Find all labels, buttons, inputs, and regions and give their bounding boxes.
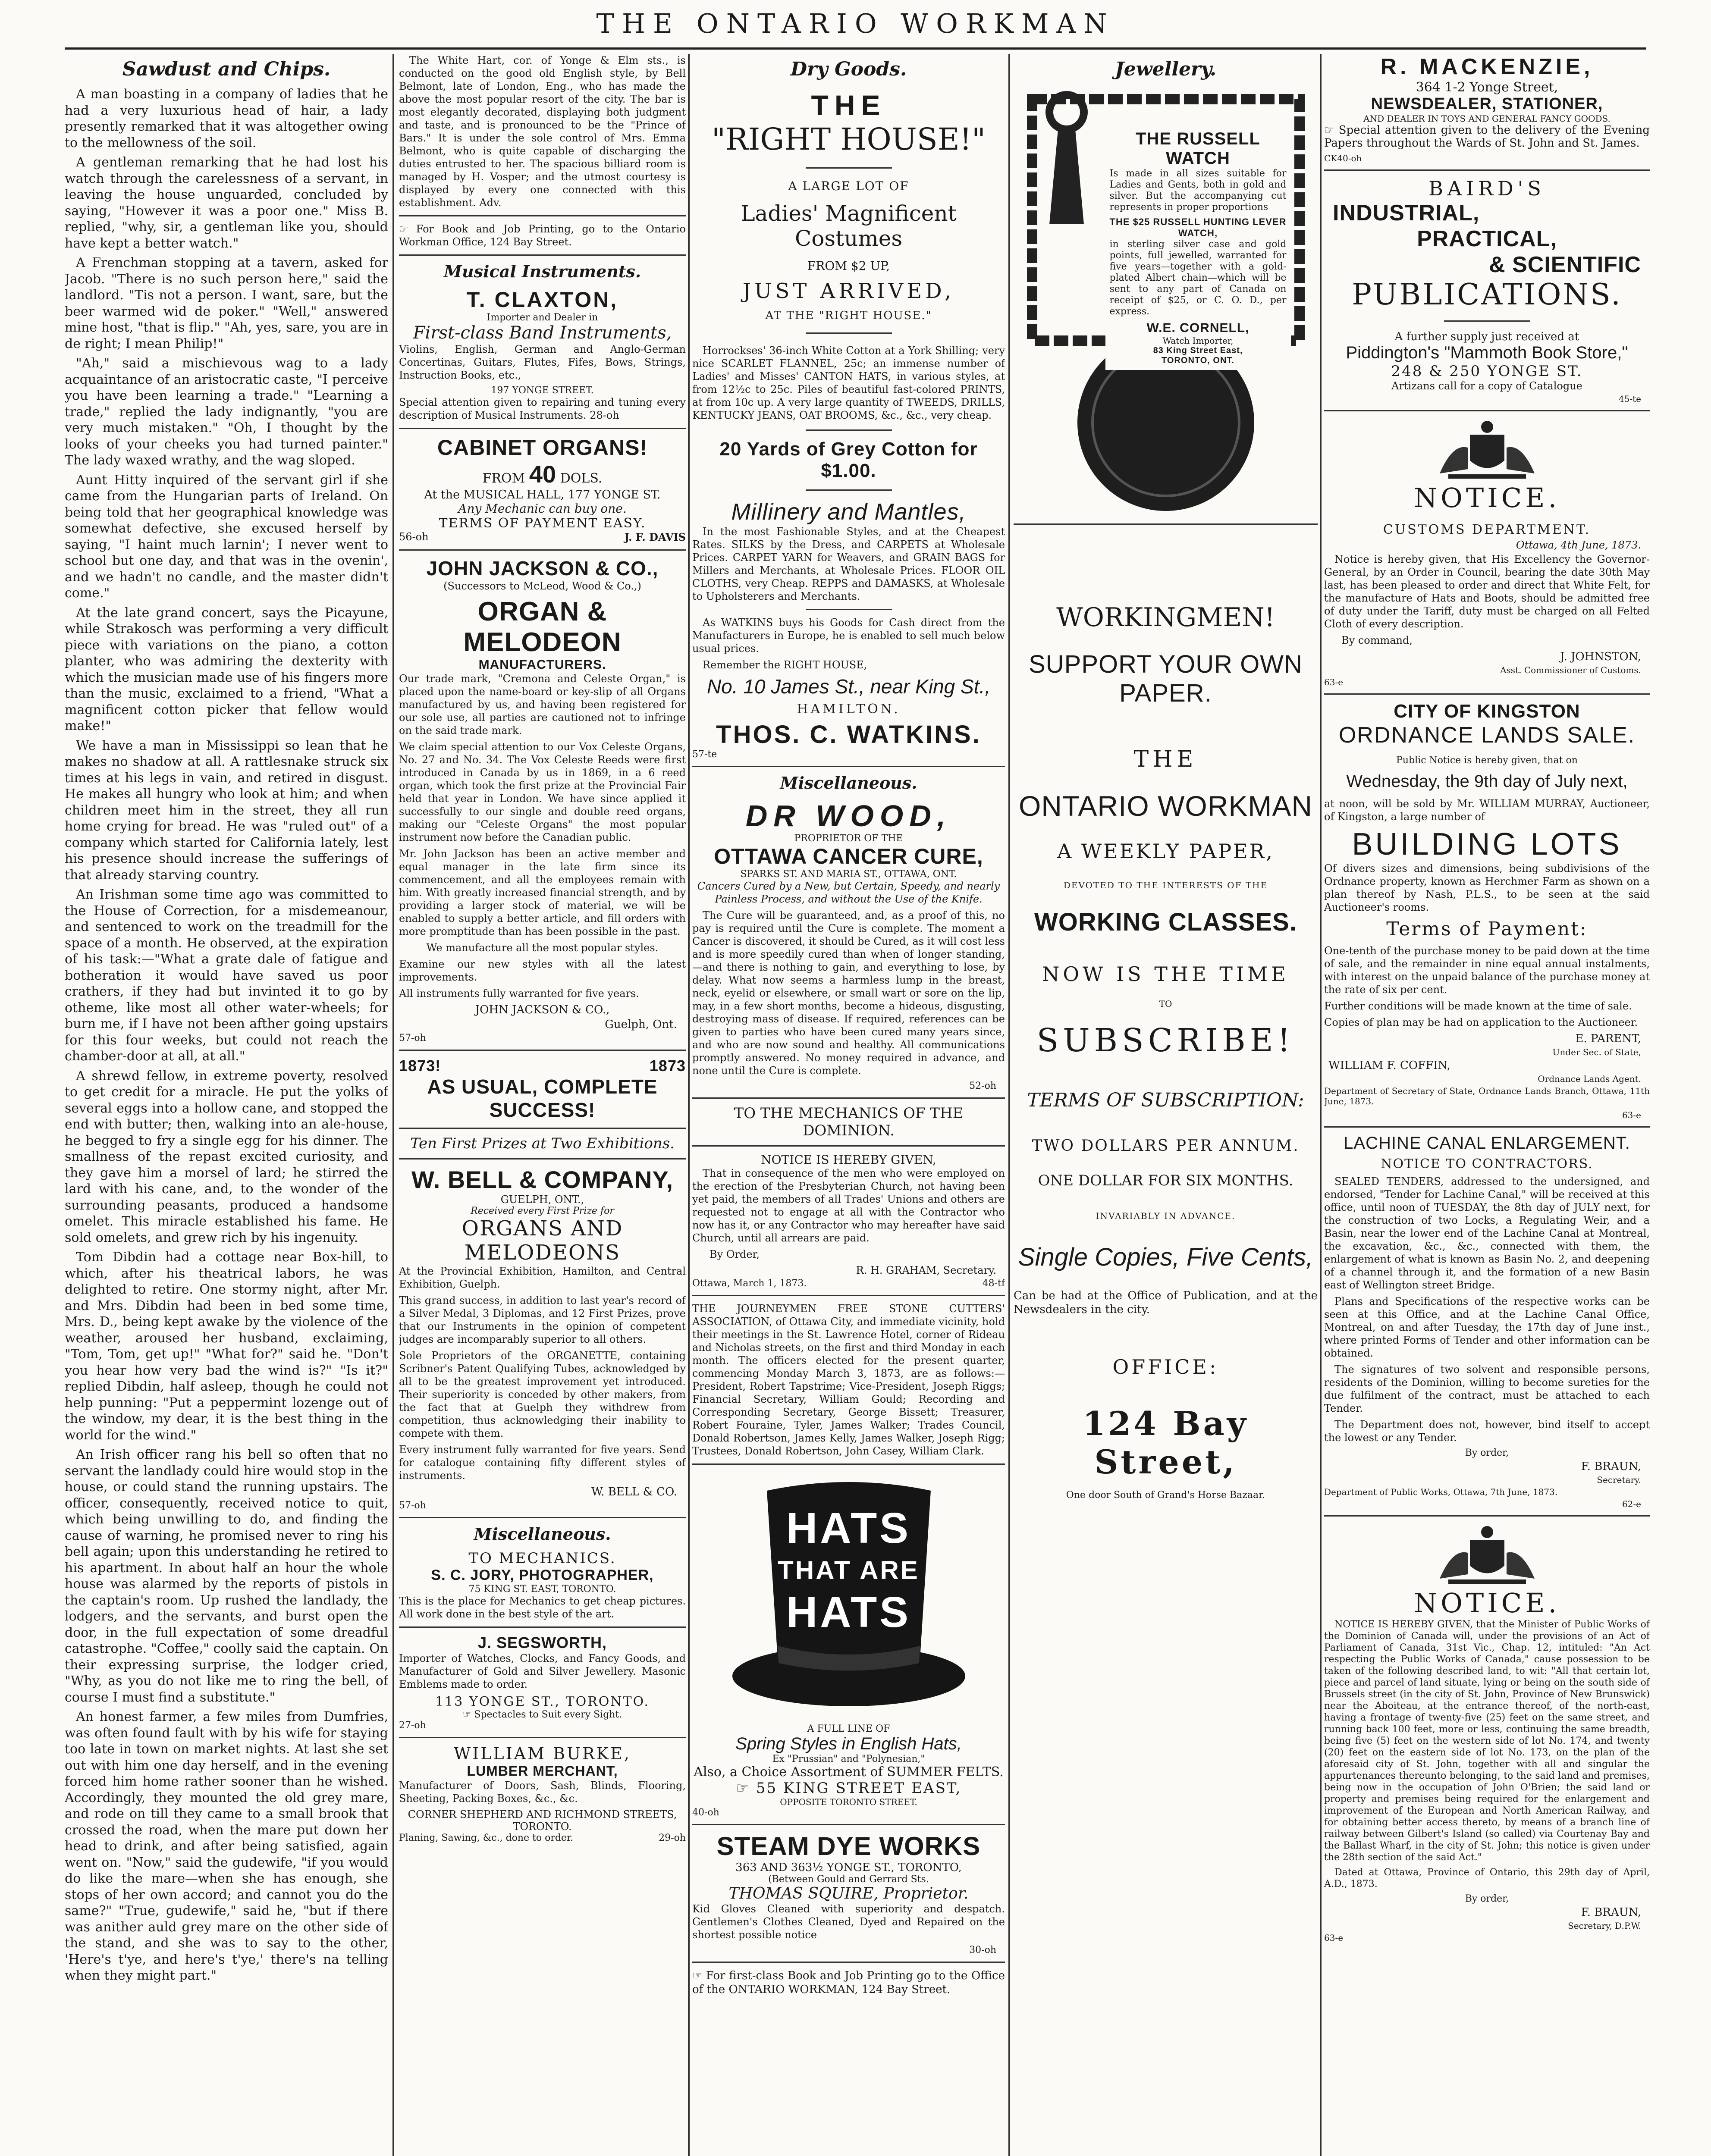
column-notices: [1324, 54, 1650, 2156]
bell-paragraph: This grand success, in addition to last year's record of a Silver Medal, 3 Diplomas, and 12 First Prizes, prove that our Instruments in the opinion of competent judges are incomparably superior to all others.: [399, 1294, 686, 1345]
anecdote: "Ah," said a mischievous wag to a lady acquaintance of an aristocratic caste, "I perceive you have been learning a trade." "Learning a trade," replied the lady indignantly, "you are very much mistaken." "Oh, I thought by the looks of your cheeks you had turned painter." The lady waxed wrathy, and the wag sloped.: [65, 356, 388, 468]
year-right: 1873: [649, 1057, 686, 1075]
burke-title: LUMBER MERCHANT,: [467, 1763, 618, 1779]
costumes: Ladies' Magnificent Costumes: [741, 201, 957, 251]
burke-planing: Planing, Sawing, &c., done to order.: [399, 1833, 574, 1843]
divider: [399, 1128, 686, 1129]
code: 56-oh: [399, 531, 429, 543]
scientific: & SCIENTIFIC: [1489, 252, 1641, 277]
mechanics-dominion: TO THE MECHANICS OF THE DOMINION.: [734, 1105, 964, 1139]
cabinet-terms: TERMS OF PAYMENT EASY.: [439, 516, 646, 531]
graham-dateline: [692, 1278, 1005, 1289]
bell-paragraph: Every instrument fully warranted for five years. Send for catalogue containing fifty different styles of instruments.: [399, 1444, 686, 1482]
divider: [1324, 1515, 1650, 1517]
ontario-workman: ONTARIO WORKMAN: [1018, 790, 1313, 822]
claxton-items: Violins, English, German and Anglo-German Concertinas, Guitars, Flutes, Fifes, Bows, Strings, Instruction Books, etc.,: [399, 343, 686, 381]
two-dollars: TWO DOLLARS PER ANNUM.: [1032, 1137, 1300, 1155]
industrial: INDUSTRIAL,: [1333, 201, 1480, 226]
jackson-paragraph: We claim special attention to our Vox Celeste Organs, No. 27 and No. 34. The Vox Celeste Reeds were first introduced in Canada by us in 1869, in a 6 reed organ, which took the first prize at the Provincial Fair held that year in London. We have since applied it successfully to our single and double reed organs, making our "Celeste Organs" the most popular instrument now before the Canadian public.: [399, 741, 686, 843]
hat-line-2: THAT ARE: [778, 1556, 920, 1585]
segsworth-name: J. SEGSWORTH,: [477, 1634, 607, 1651]
divider: [806, 167, 892, 169]
notice-land-paragraph: NOTICE IS HEREBY GIVEN, that the Minister of Public Works of the Dominion of Canada will, under the provisions of an Act of Parliament of Canada, 31st Vic., Chap. 12, intituled: "An Act respecting the Public Works of Canada," cause possession to be taken of the following described land, to wit: "All that certain lot, piece and parcel of land situate, lying or being on the south side of Brussels street (in the city of St. John, Province of New Brunswick) near the Aboiteau, at the entrance thereof, of the north-east, having a frontage of twenty-five (25) feet on the same street, and running back 100 feet, more or less, continuing the same breadth, being five (5) feet on the western side of lot No. 174, and twenty (20) feet on the eastern side of lot No. 173, on the plan of the aforesaid city of St. John, together with all and singular the appurtenances thereunto belonging, to the said land and premises, being now in the occupation of John O'Brien; the said land or property and premises being required for the enlargement and improvement of the European and North American Railway, and for obtaining better access thereto, by means of a branch line of railway between Gilbert's Island (so called) via Courtenay Bay and the Ballast Wharf, in the city of St. John; this notice is given under the 28th section of the said Act.": [1324, 1619, 1650, 1863]
right-house-title: "RIGHT HOUSE!": [711, 122, 986, 157]
subscribe: SUBSCRIBE!: [1036, 1022, 1295, 1059]
summer-felts: Also, a Choice Assortment of SUMMER FELTS.: [694, 1764, 1004, 1780]
single-copies: Single Copies, Five Cents,: [1018, 1243, 1313, 1271]
signatures-sureties: The signatures of two solvent and responsible persons, residents of the Dominion, willing to become sureties for the due fulfilment of the contract, must be attached to each Tender.: [1324, 1363, 1650, 1414]
bell-signature: W. BELL & CO.: [591, 1485, 677, 1498]
further-supply: A further supply just received at: [1394, 330, 1579, 343]
divider: [806, 332, 892, 334]
from-price: FROM $2 UP,: [807, 259, 890, 273]
graham-date: Ottawa, March 1, 1873.: [692, 1278, 807, 1289]
year-left: 1873!: [399, 1057, 441, 1075]
public-works-code: 62-e: [1622, 1499, 1641, 1509]
divider: [692, 1295, 1005, 1296]
at-right-house: AT THE "RIGHT HOUSE.": [765, 309, 932, 322]
bell-received: Received every First Prize for: [471, 1206, 614, 1216]
braun-title: Secretary.: [1597, 1475, 1641, 1485]
claxton-name: T. CLAXTON,: [466, 288, 618, 312]
can-be-had: Can be had at the Office of Publication, and at the Newsdealers in the city.: [1014, 1289, 1318, 1316]
burke-name: WILLIAM BURKE,: [454, 1744, 631, 1763]
graham-code: 48-tf: [982, 1278, 1005, 1289]
jackson-signature: JOHN JACKSON & CO.,: [475, 1003, 610, 1016]
support-paper: SUPPORT YOUR OWN PAPER.: [1029, 650, 1303, 707]
remember: Remember the RIGHT HOUSE,: [703, 659, 867, 671]
claxton-line: First-class Band Instruments,: [413, 323, 672, 343]
mackenzie-paragraph: ☞ Special attention given to the delivery of the Evening Papers throughout the Wards of St. John and St. James.: [1324, 124, 1650, 150]
piddington-code: 45-te: [1618, 394, 1641, 404]
royal-arms-icon: [1422, 1523, 1552, 1587]
masthead-rule: [65, 47, 1646, 50]
parent-signature: E. PARENT,: [1575, 1032, 1641, 1045]
workingmen: WORKINGMEN!: [1056, 602, 1275, 633]
wood-cure: OTTAWA CANCER CURE,: [714, 844, 983, 868]
piddington-address: 248 & 250 YONGE ST.: [1391, 363, 1583, 380]
claxton-sub: Importer and Dealer in: [487, 312, 598, 323]
section-heading: Sawdust and Chips.: [122, 58, 331, 80]
bell-paragraph: Sole Proprietors of the ORGANETTE, containing Scribner's Patent Qualifying Tubes, acknowledged by all to be the greatest improvement yet introduced. Their superiority is conceded by other makers, from the fact that at Guelph they withdrew from competition, thus acknowledging their inability to compete with them.: [399, 1350, 686, 1439]
braun-by-order: By order,: [1465, 1448, 1509, 1458]
notice-land-by-order: By order,: [1465, 1893, 1509, 1904]
bell-city: GUELPH, ONT.,: [500, 1194, 584, 1206]
divider: [399, 254, 686, 256]
wood-address: SPARKS ST. AND MARIA ST., OTTAWA, ONT.: [740, 869, 957, 880]
divider: [399, 1737, 686, 1738]
building-lots: BUILDING LOTS: [1352, 827, 1622, 862]
jackson-code: 57-oh: [399, 1033, 426, 1044]
pointing-hand-icon: ☞: [735, 1780, 756, 1797]
anecdote: An honest farmer, a few miles from Dumfries, was often found fault with by his wife for staying too late in town on market nights. At last she set out with him one day herself, and in the evening forced him home rather sooner than he wished. Accordingly, they mounted the old grey mare, and rode on till they came to a small brook that crossed the road, when the mare put down her head to drink, and after being satisfied, again went on. "Now," said the gudewife, "if you would do like the mare—when she has enough, she stops of her own accord; and cannot you do the same?" "True, gudewife," said he, "but if there was anither auld grey mare on the other side of the stand, and she was to say to the other, 'Here's t'ye, and here's t'ye,' there's na telling when they might part.": [65, 1709, 388, 1983]
column-dry-goods: [692, 54, 1005, 2156]
watch-paragraph: in sterling silver case and gold points, full jewelled, warranted for five years—together with a gold-plated Albert chain—which will be sent to any part of Canada on receipt of $25, or C. O. D., per express.: [1109, 239, 1287, 317]
wednesday: Wednesday, the 9th day of July next,: [1346, 772, 1628, 791]
wood-code: 52-oh: [969, 1081, 996, 1091]
wood-name: DR WOOD,: [745, 799, 952, 833]
divider: [399, 428, 686, 429]
jackson-paragraph: Our trade mark, "Cremona and Celeste Organ," is placed upon the name-board or key-slip of all Organs manufactured by us, and having been registered for our sole use, all parties are cautioned not to infringe on the said trade mark.: [399, 673, 686, 736]
hat-line-3: HATS: [786, 1588, 911, 1636]
mackenzie-title: NEWSDEALER, STATIONER,: [1371, 95, 1603, 113]
wood-tagline: Cancers Cured by a New, but Certain, Speedy, and nearly Painless Process, and without the Use of the Knife.: [697, 880, 1000, 905]
jackson-paragraph: Examine our new styles with all the latest improvements.: [399, 958, 686, 983]
notice-land-title: Secretary, D.P.W.: [1568, 1921, 1641, 1931]
piddington: Piddington's "Mammoth Book Store,": [1346, 343, 1628, 362]
practical: PRACTICAL,: [1417, 226, 1557, 251]
braun-signature: F. BRAUN,: [1581, 1460, 1641, 1473]
watch-title: THE RUSSELL WATCH: [1136, 129, 1260, 168]
mackenzie-name: R. MACKENZIE,: [1380, 54, 1594, 79]
burke-code: 29-oh: [659, 1833, 686, 1843]
bell-code: 57-oh: [399, 1500, 426, 1511]
section-heading: Jewellery.: [1115, 58, 1217, 80]
notice-paragraph: That in consequence of the men who were employed on the erection of the Presbyterian Church, not having been yet paid, the members of all Trades' Unions and others are requested not to engage at all with the Contractor who now has it, or any Contractor who may hereafter have said Church, until all arrears are paid.: [692, 1167, 1005, 1244]
mackenzie-dealer: AND DEALER IN TOYS AND GENERAL FANCY GOODS.: [1363, 113, 1611, 124]
watkins-paragraph: As WATKINS buys his Goods for Cash direct from the Manufacturers in Europe, he is enabled to sell much below usual prices.: [692, 617, 1005, 655]
burke-address: CORNER SHEPHERD AND RICHMOND STREETS, TORONTO.: [408, 1808, 677, 1833]
artizans: Artizans call for a copy of Catalogue: [1391, 380, 1582, 392]
graham-signature: R. H. GRAHAM, Secretary.: [856, 1264, 996, 1276]
hat-line-1: HATS: [786, 1504, 911, 1552]
grey-cotton: 20 Yards of Grey Cotton for $1.00.: [719, 439, 978, 481]
divider: [399, 1626, 686, 1628]
steam-code: 30-oh: [969, 1945, 996, 1955]
coffin-title: Ordnance Lands Agent.: [1538, 1074, 1641, 1084]
section-heading: Musical Instruments.: [443, 262, 641, 281]
claxton-address: 197 YONGE STREET.: [491, 385, 594, 396]
mackenzie-code: CK40-oh: [1324, 153, 1362, 163]
notice-land-signature: F. BRAUN,: [1581, 1906, 1641, 1919]
price-value: 40: [529, 461, 556, 488]
divider: [692, 1962, 1005, 1963]
one-dollar: ONE DOLLAR FOR SIX MONTHS.: [1038, 1172, 1293, 1189]
jackson-manufacturers: MANUFACTURERS.: [478, 658, 606, 672]
millinery-paragraph: In the most Fashionable Styles, and at the Cheapest Rates. SILKS by the Dress, and CARPETS at Wholesale Prices. CARPET YARN for Weavers, and GRAIN BAGS for Millers and Merchants, at Wholesale Prices. FLOOR OIL CLOTHS, very Cheap. REPPS and DAMASKS, at Wholesale to Upholsterers and Merchants.: [692, 526, 1005, 602]
bairds: BAIRD'S: [1428, 177, 1545, 200]
masthead: THE ONTARIO WORKMAN: [596, 8, 1115, 39]
watkins-city: HAMILTON.: [797, 702, 901, 717]
bell-name: W. BELL & COMPANY,: [411, 1166, 674, 1193]
one-door-south: One door South of Grand's Horse Bazaar.: [1066, 1490, 1265, 1501]
royal-arms-illustration: [1422, 417, 1552, 482]
notice-given: NOTICE IS HEREBY GIVEN,: [761, 1153, 936, 1167]
weekly-paper: A WEEKLY PAPER,: [1057, 840, 1274, 863]
by-command: By command,: [1341, 634, 1413, 646]
divider: [399, 1517, 686, 1518]
segsworth-code: 27-oh: [399, 1720, 426, 1731]
watch-model: THE $25 RUSSELL HUNTING LEVER WATCH,: [1109, 216, 1287, 238]
anecdote: A shrewd fellow, in extreme poverty, resolved to get credit for a miracle. He put the yolks of several eggs into a hollow cane, and stopped the end with butter; then, walking into an ale-house, he begged to fry a single egg for his dinner. The smallness of the repast excited curiosity, and they gave him a morsel of lard; he stirred the lard with his cane, and, to the wonder of the surrounding peasants, produced a handsome omelet. This miracle established his fame. He sold omelets, and grew rich by his ingenuity.: [65, 1068, 388, 1245]
royal-arms-icon: [1422, 417, 1552, 482]
section-heading: Miscellaneous.: [780, 773, 917, 793]
burke-footer: [399, 1833, 686, 1843]
anecdote: An Irish officer rang his bell so often that no servant the landlady could hire would stop in the house, or could stand the running upstairs. The officer, consequently, received notice to quit, which being unwilling to do, and finding the cause of warning, he promised never to ring his bell again; upon this understanding he retired to his apartment. In about half an hour the whole house was alarmed by the reports of pistols in the captain's room. Up rushed the landlady, the lodgers, and the servants, and burst open the door, in the full expectation of some dreadful catastrophe. "Coffee," coolly said the captain. On their expressing surprise, the lodger cried, "Why, as you do not like me to ring the bell, of course I must find a substitute.": [65, 1447, 388, 1705]
notice-heading: NOTICE.: [1413, 1587, 1560, 1619]
notice-contractors: NOTICE TO CONTRACTORS.: [1381, 1156, 1593, 1172]
top-hat-illustration: [728, 1473, 970, 1715]
horrockses-paragraph: Horrockses' 36-inch White Cotton at a York Shilling; very nice SCARLET FLANNEL, 25c; an immense number of Ladies' and Misses' CANTON HATS, in various styles, at from 12½c to 25c. Piles of beautiful fast-colored PRINTS, at from 10c up. A very large quantity of TWEEDS, DRILLS, KENTUCKY JEANS, OAT BROOMS, &c., &c., very cheap.: [692, 345, 1005, 421]
jackson-paragraph: Mr. John Jackson has been an active member and equal manager in the late firm since its commencement, and all the employees remain with him. With greatly increased financial strength, and by providing a larger stock of material, we will be enabled to supply a better article, and fill orders with more promptitude than has been possible in the past.: [399, 848, 686, 937]
noon-sale: at noon, will be sold by Mr. WILLIAM MURRAY, Auctioneer, of Kingston, a large number of: [1324, 798, 1650, 823]
millinery-title: Millinery and Mantles,: [731, 499, 966, 525]
further-conditions: Further conditions will be made known at the time of sale.: [1324, 1000, 1632, 1012]
jackson-paragraph: We manufacture all the most popular styles.: [426, 942, 659, 954]
sealed-tenders: SEALED TENDERS, addressed to the undersigned, and endorsed, "Tender for Lachine Canal," will be received at this office, until noon of TUESDAY, the 8th day of JULY next, for the construction of two Locks, a Regulating Weir, and a Basin, near the lower end of the Lachine Canal at Montreal, the excavation, &c., &c., connected with them, the enlargement of what is known as Basin No. 2, and deepening of a channel through it, and the formation of a new Basin east of Wellington street Bridge.: [1324, 1175, 1650, 1291]
dept-secretary: Department of Secretary of State, Ordnance Lands Branch, Ottawa, 11th June, 1873.: [1324, 1086, 1650, 1106]
to-label: TO: [1159, 999, 1172, 1009]
notice-land-code: 63-e: [1324, 1933, 1344, 1943]
steam-address: 363 AND 363½ YONGE ST., TORONTO,: [735, 1861, 962, 1874]
terms-paragraph: One-tenth of the purchase money to be paid down at the time of sale, and the remainder in nine equal annual instalments, with interest on the unpaid balance of the purchase money at the rate of six per cent.: [1324, 945, 1650, 996]
terms-of-payment: Terms of Payment:: [1386, 918, 1588, 940]
anecdote: A man boasting in a company of ladies that he had a very luxurious head of hair, a lady presently remarked that it was altogether owing to the mellowness of the soil.: [65, 87, 388, 150]
stonecutters-paragraph: THE JOURNEYMEN FREE STONE CUTTERS' ASSOCIATION, of Ottawa City, and immediate vicinity, hold their meetings in the St. Lawrence Hotel, corner of Rideau and Nicholas streets, on the first and third Monday in each month. The officers elected for the present quarter, commencing Monday March 3, 1873, are as follows:—President, Robert Tapstrime; Vice-President, Joseph Riggs; Financial Secretary, William Gould; Recording and Corresponding Secretary, George Bissett; Treasurer, Robert Fouraine, Tyler, James Walker; Trades Council, Donald Robertson, James Kelly, James Walker, Joseph Rigg; Trustees, Donald Robertson, John Casey, William Clark.: [692, 1303, 1005, 1457]
year-banner: [399, 1057, 686, 1075]
pointing-hand-icon: ☞: [399, 223, 416, 235]
divider: [806, 429, 892, 431]
watkins-address: No. 10 James St., near King St.,: [706, 675, 991, 698]
customs-paragraph: Notice is hereby given, that His Excellency the Governor-General, by an Order in Council, bearing the date 30th May last, has been pleased to order and direct that White Felt, for the manufacture of Hats and Boots, should be admitted free of duty under the Tariff, duty must be charged on all Felted Cloth of every description.: [1324, 553, 1650, 630]
cabinet-hall: At the MUSICAL HALL, 177 YONGE ST.: [424, 488, 661, 501]
divider: [399, 215, 686, 216]
devoted: DEVOTED TO THE INTERESTS OF THE: [1063, 880, 1268, 890]
customs-date: Ottawa, 4th June, 1873.: [1516, 539, 1641, 551]
column-rule: [1008, 54, 1010, 2156]
jackson-successors: (Successors to McLeod, Wood & Co.,): [443, 580, 641, 592]
column-rule: [392, 54, 394, 2156]
now-is-time: NOW IS THE TIME: [1042, 962, 1289, 986]
job-printing-footer: ☞ For first-class Book and Job Printing go to the Office of the ONTARIO WORKMAN, 124 Bay Street.: [692, 1969, 1005, 1996]
johnston-title: Asst. Commissioner of Customs.: [1500, 665, 1641, 675]
divider: [1324, 693, 1650, 695]
hats-code: 40-oh: [692, 1807, 719, 1818]
lachine-canal: LACHINE CANAL ENLARGEMENT.: [1344, 1134, 1630, 1153]
opposite: OPPOSITE TORONTO STREET.: [780, 1797, 917, 1807]
column-music-and-misc: [399, 54, 686, 2156]
anecdote: A Frenchman stopping at a tavern, asked for Jacob. "There is no such person here," said the landlord. "Tis not a person. I want, sare, but the beer warmed wid de poker." "Well," answered mine host, "that is flip." "Ah, yes, sare, you are in de right; I mean Philip!": [65, 255, 388, 351]
jory-address: 75 KING ST. EAST, TORONTO.: [468, 1584, 616, 1595]
signature: J. F. DAVIS: [624, 531, 686, 543]
king-street: ☞ 55 KING STREET EAST,: [735, 1780, 962, 1797]
bell-title: ORGANS AND MELODEONS: [461, 1216, 623, 1265]
claxton-note: Special attention given to repairing and tuning every description of Musical Instruments. 28-oh: [399, 396, 686, 421]
divider: [399, 1050, 686, 1051]
section-heading: Dry Goods.: [790, 58, 907, 80]
the-label: THE: [1133, 746, 1198, 772]
royal-arms-illustration: [1422, 1523, 1552, 1587]
bay-street: 124 Bay Street,: [1083, 1404, 1249, 1481]
cabinet-signoff: [399, 531, 686, 543]
ex-ships: Ex "Prussian" and "Polynesian,": [772, 1754, 925, 1764]
watch-cornell: W.E. CORNELL,: [1146, 321, 1250, 335]
pointing-hand-icon: ☞: [1324, 124, 1339, 137]
divider: [399, 1158, 686, 1159]
mechanics-heading: TO MECHANICS.: [468, 1550, 616, 1567]
johnston-code: 63-e: [1324, 677, 1344, 687]
steam-dye-title: STEAM DYE WORKS: [716, 1832, 981, 1861]
dols-label: DOLS.: [560, 471, 603, 486]
success-banner: AS USUAL, COMPLETE SUCCESS!: [427, 1075, 658, 1121]
notice-heading: NOTICE.: [1413, 482, 1560, 514]
public-works-dept: Department of Public Works, Ottawa, 7th June, 1873.: [1324, 1487, 1558, 1497]
large-lot: A LARGE LOT OF: [788, 179, 909, 193]
parent-title: Under Sec. of State,: [1552, 1047, 1641, 1057]
city-of-kingston: CITY OF KINGSTON: [1394, 701, 1580, 722]
segsworth-note: Importer of Watches, Clocks, and Fancy Goods, and Manufacturer of Gold and Silver Jewellery. Masonic Emblems made to order.: [399, 1652, 686, 1690]
mackenzie-address: 364 1-2 Yonge Street,: [1416, 80, 1558, 95]
watch-address: 83 King Street East,: [1153, 346, 1243, 355]
divider: [1444, 320, 1530, 322]
plans-specs: Plans and Specifications of the respective works can be seen at this Office, and at the Lachine Canal Office, Montreal, on and after Tuesday, the 17th day of June inst., where printed Forms of Tender and other information can be obtained.: [1324, 1295, 1650, 1359]
ten-prizes: Ten First Prizes at Two Exhibitions.: [410, 1135, 675, 1152]
russell-watch-illustration: [1019, 86, 1312, 517]
jackson-title: ORGAN & MELODEON: [463, 597, 622, 657]
dept-not-bound: The Department does not, however, bind itself to accept the lowest or any Tender.: [1324, 1419, 1650, 1444]
jackson-paragraph: All instruments fully warranted for five years.: [399, 987, 639, 1000]
anecdote: We have a man in Mississippi so lean that he makes no shadow at all. A rattlesnake struck six times at his legs in vain, and retired in disgust. He makes all hungry who look at him; and when children meet him in the street, they all run home crying for bread. He was "ruled out" of a company which started for California lately, lest his presence should increase the sufferings of that already starving country.: [65, 738, 388, 883]
spring-styles: Spring Styles in English Hats,: [735, 1734, 962, 1753]
customs-department: CUSTOMS DEPARTMENT.: [1383, 522, 1591, 537]
divider: [1014, 523, 1318, 525]
divider: [692, 1824, 1005, 1825]
bell-paragraph: At the Provincial Exhibition, Hamilton, and Central Exhibition, Guelph.: [399, 1265, 686, 1290]
steam-between: (Between Gould and Gerrard Sts.: [768, 1874, 929, 1885]
column-sawdust-and-chips: [65, 54, 388, 2156]
working-classes: WORKING CLASSES.: [1034, 908, 1297, 936]
jackson-city: Guelph, Ont.: [605, 1018, 677, 1031]
jory-note: This is the place for Mechanics to get cheap pictures. All work done in the best style of the art.: [399, 1595, 686, 1620]
cabinet-mechanic: Any Mechanic can buy one.: [458, 501, 627, 516]
anecdote: An Irishman some time ago was committed to the House of Correction, for a misdemeanour, and sentenced to work on the treadmill for the space of a month. He observed, at the expiration of his task:—"What a grate dale of fatigue and botheration it would have saved us poor crathers, if they had but invinted it to go by otheme, like most all other water-wheels; for burn me, if I have not been afther going upstairs for this four weeks, but could not reach the chamber-door at all, at all.": [65, 887, 388, 1064]
anecdote: Tom Dibdin had a cottage near Box-hill, to which, after his theatrical labors, he was delighted to retire. One stormy night, after Mr. and Mrs. Dibdin had been in bed some time, Mrs. D., being kept awake by the violence of the weather, aroused her husband, exclaiming, "Tom, Tom, get up!" "What for?" said he. "Don't you hear how very bad the wind is?" "Is it?" replied Dibdin, half asleep, though he could not help punning: "Put a peppermint lozenge out of the window, my dear, it is the best thing in the world for the wind.": [65, 1250, 388, 1443]
advance: INVARIABLY IN ADVANCE.: [1096, 1211, 1236, 1221]
the-label: THE: [811, 89, 886, 121]
white-hart-notice: The White Hart, cor. of Yonge & Elm sts., is conducted on the good old English style, by Bell Belmont, late of London, Eng., who has made the above the most popular resort of the city. The bar is most elegantly decorated, displaying both judgment and taste, and is pronounced to be the "Prince of Bars." It is under the sole control of Mrs. Emma Belmont, who is quite capable of discharging the duties entrusted to her. The spacious billiard room is managed by H. Vosper; and the utmost courtesy is displayed by every one connected with this establishment. Adv.: [399, 54, 686, 209]
publications: PUBLICATIONS.: [1352, 278, 1622, 312]
wood-proprietor: PROPRIETOR OF THE: [794, 833, 903, 844]
watch-paragraph: Is made in all sizes suitable for Ladies and Gents, both in gold and silver. But the accompanying cut represents in proper proportions: [1109, 168, 1287, 213]
anecdote: Aunt Hitty inquired of the servant girl if she came from the Hungarian parts of Ireland. On being told that her geographical knowledge was somewhat defective, she excused herself by saying, "I haint much larnin'; I never went to school but one day, and that was in the ovenin', and we hadn't no candle, and the master didn't come.": [65, 472, 388, 601]
watch-textbox: [1105, 125, 1291, 370]
public-notice: Public Notice is hereby given, that on: [1396, 755, 1578, 766]
column-rule: [1320, 54, 1322, 2156]
divider: [806, 489, 892, 491]
job-printing-notice: ☞ For Book and Job Printing, go to the Ontario Workman Office, 124 Bay Street.: [399, 223, 686, 248]
divider: [692, 766, 1005, 767]
johnston-signature: J. JOHNSTON,: [1560, 650, 1641, 663]
watkins-name: THOS. C. WATKINS.: [716, 721, 981, 749]
anecdote: A gentleman remarking that he had lost his watch through the carelessness of a servant, in leaving the house unguarded, concluded by saying, "However it was a poor one." Miss B. replied, "why, sir, a gentleman like you, should have kept a better watch.": [65, 155, 388, 251]
ordnance-lands: ORDNANCE LANDS SALE.: [1338, 723, 1636, 748]
dept-code: 63-e: [1622, 1110, 1641, 1120]
divider: [806, 609, 892, 610]
pointing-hand-icon: ☞: [692, 1969, 706, 1982]
burke-note: Manufacturer of Doors, Sash, Blinds, Flooring, Sheeting, Packing Boxes, &c., &c.: [399, 1780, 686, 1805]
cabinet-title: CABINET ORGANS!: [437, 436, 648, 460]
steam-paragraph: Kid Gloves Cleaned with superiority and despatch. Gentlemen's Clothes Cleaned, Dyed and Repaired on the shortest possible notice: [692, 1903, 1005, 1941]
watkins-code: 57-te: [692, 749, 717, 760]
notice-land-date: Dated at Ottawa, Province of Ontario, this 29th day of April, A.D., 1873.: [1324, 1867, 1650, 1890]
cabinet-price-line: [399, 460, 686, 488]
segsworth-address: 113 YONGE ST., TORONTO.: [435, 1694, 650, 1709]
by-order: By Order,: [710, 1248, 760, 1260]
divider: [399, 549, 686, 551]
column-jewellery-and-subscribe: [1014, 54, 1318, 2156]
divider: [1324, 410, 1650, 411]
divider: [692, 1097, 1005, 1099]
coffin-signature: WILLIAM F. COFFIN,: [1328, 1059, 1450, 1072]
divider: [1324, 1126, 1650, 1128]
divider: [1324, 169, 1650, 171]
pointing-hand-icon: ☞: [462, 1709, 474, 1720]
jackson-name: JOHN JACKSON & CO.,: [426, 557, 659, 580]
copies-of-plan: Copies of plan may be had on application to the Auctioneer.: [1324, 1016, 1638, 1028]
watch-importer: Watch Importer,: [1162, 335, 1234, 346]
watch-city: TORONTO, ONT.: [1162, 356, 1234, 365]
jory-name: S. C. JORY, PHOTOGRAPHER,: [431, 1567, 654, 1583]
wood-paragraph: The Cure will be guaranteed, and, as a proof of this, no pay is required until the Cure is complete. The moment a Cancer is discovered, it should be Cured, as it will cost less and is more speedily cured than when of longer standing,—and there is nothing to gain, and everything to lose, by delay. What now seems a harmless lump in the breast, neck, eyelid or elsewhere, or small wart or sore on the lip, may, in a few short months, become a hideous, disgusting, destroying mass of disease. If required, references can be given to parties who have been cured many years since, and who are now sound and healthy. All communications promptly answered. No money required in advance, and none until the Cure is complete.: [692, 909, 1005, 1077]
terms-subscription: TERMS OF SUBSCRIPTION:: [1027, 1089, 1304, 1111]
divider: [692, 1463, 1005, 1465]
steam-proprietor: THOMAS SQUIRE, Proprietor.: [728, 1885, 969, 1902]
office-label: OFFICE:: [1112, 1355, 1219, 1379]
segsworth-spectacles: ☞ Spectacles to Suit every Sight.: [462, 1709, 622, 1720]
lots-paragraph: Of divers sizes and dimensions, being subdivisions of the Ordnance property, known as Herchmer Farm as shown on a plan thereof by Nash, P.L.S., to be seen at the said Auctioneer's rooms.: [1324, 862, 1650, 913]
full-line: A FULL LINE OF: [807, 1724, 890, 1734]
from-label: FROM: [482, 471, 525, 486]
section-heading: Miscellaneous.: [474, 1524, 611, 1544]
just-arrived: JUST ARRIVED,: [742, 279, 955, 303]
anecdote: At the late grand concert, says the Picayune, while Strakosch was performing a very difficult piece with variations on the piano, a cotton planter, who was admiring the dexterity with which the musician made use of his fingers more than the music, exclaimed to a friend, "What a magnificent cotton picker that fellow would make!": [65, 605, 388, 733]
divider: [692, 1145, 1005, 1147]
column-rule: [688, 54, 690, 2156]
